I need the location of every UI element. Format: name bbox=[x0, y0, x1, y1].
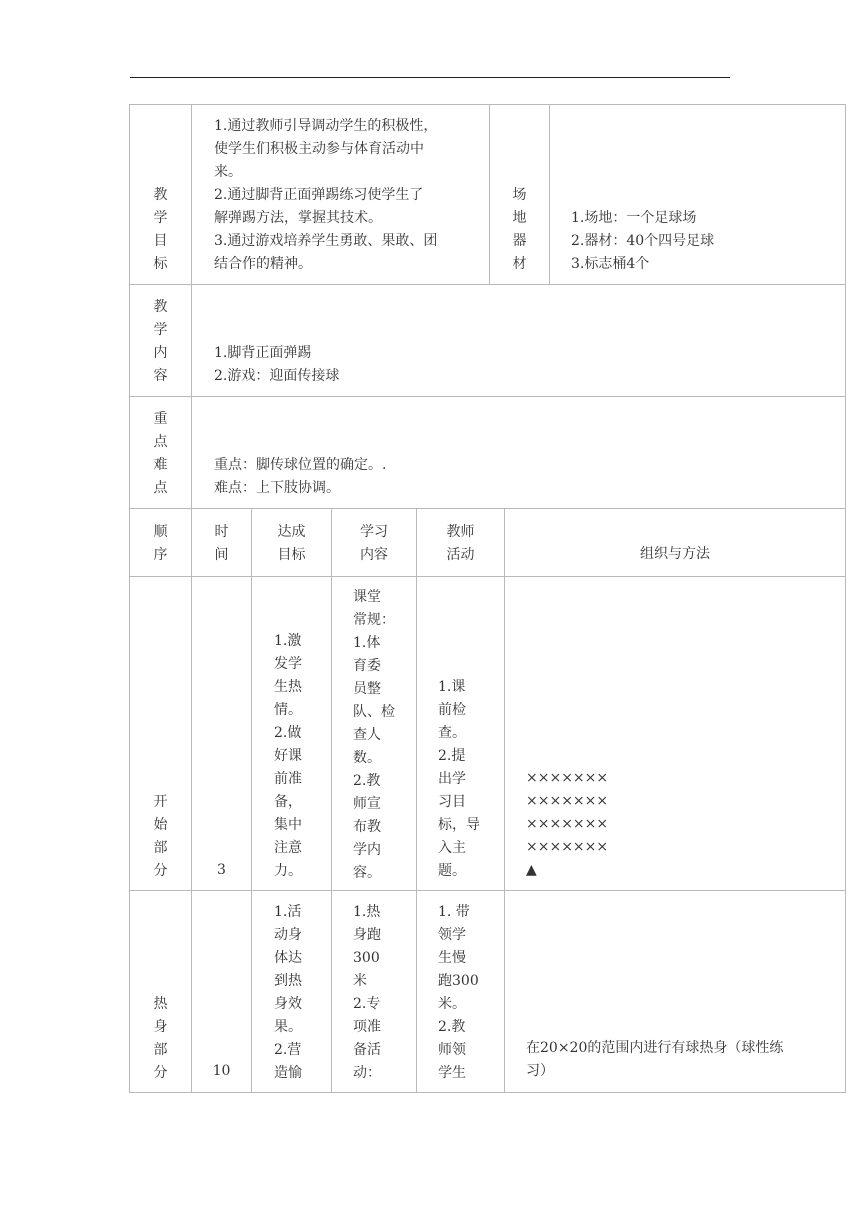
header-order bbox=[130, 521, 191, 567]
teacher-marker-icon: ▲ bbox=[526, 862, 537, 878]
header-goal-line: 达成 bbox=[277, 524, 306, 540]
objective-line: 3.通过游戏培养学生勇敢、果敢、团 bbox=[214, 233, 438, 249]
teacher-line: 学生 bbox=[438, 1065, 466, 1081]
time-warmup: 10 bbox=[212, 1063, 231, 1079]
study-line: 身跑 bbox=[353, 927, 381, 943]
study-line: 动： bbox=[353, 1065, 381, 1081]
schedule-table bbox=[129, 508, 846, 1093]
teacher-line: 1.课 bbox=[438, 679, 466, 695]
study-line: 布教 bbox=[353, 819, 381, 835]
phase-start-char: 开 bbox=[153, 794, 168, 810]
goal-line: 备， bbox=[274, 794, 302, 810]
goal-line: 好课 bbox=[274, 748, 302, 764]
keypoints-label-char-2: 点 bbox=[153, 434, 168, 450]
goal-line: 1.激 bbox=[274, 633, 302, 649]
col-study bbox=[331, 509, 416, 1092]
objectives-text bbox=[214, 115, 489, 276]
method-line: 习） bbox=[526, 1063, 554, 1079]
objective-line: 解弹踢方法，掌握其技术。 bbox=[214, 210, 382, 226]
header-time bbox=[192, 521, 251, 567]
venue-line: 3.标志桶4个 bbox=[571, 256, 650, 272]
study-line: 师宣 bbox=[353, 796, 381, 812]
goal-start bbox=[274, 630, 302, 883]
objectives-block bbox=[129, 104, 846, 285]
goal-line: 到热 bbox=[274, 973, 302, 989]
teacher-line: 领学 bbox=[438, 927, 466, 943]
content-label-char-1: 教 bbox=[153, 299, 168, 315]
content-label-char-4: 容 bbox=[153, 368, 168, 384]
study-line: 2.教 bbox=[353, 773, 381, 789]
content-label bbox=[130, 296, 191, 388]
study-line: 1.热 bbox=[353, 904, 381, 920]
venue-label-char-4: 材 bbox=[512, 256, 527, 272]
study-line: 1.体 bbox=[353, 635, 381, 651]
teacher-line: 标，导 bbox=[438, 817, 480, 833]
formation-row: ××××××× bbox=[526, 770, 609, 786]
goal-line: 身效 bbox=[274, 996, 302, 1012]
col-teacher bbox=[416, 509, 504, 1092]
keypoints-label-char-4: 点 bbox=[153, 480, 168, 496]
method-line: 在20×20的范围内进行有球热身（球性练 bbox=[526, 1040, 784, 1056]
study-line: 容。 bbox=[353, 865, 381, 881]
header-time-line: 间 bbox=[214, 547, 229, 563]
keypoints-text bbox=[214, 454, 845, 500]
objectives-label-char-3: 目 bbox=[153, 233, 168, 249]
keypoint-line: 重点：脚传球位置的确定。. bbox=[214, 457, 387, 473]
phase-start bbox=[130, 791, 191, 883]
goal-line: 造愉 bbox=[274, 1065, 302, 1081]
venue-label-char-1: 场 bbox=[512, 187, 527, 203]
formation-row: ××××××× bbox=[526, 793, 609, 809]
teacher-line: 米。 bbox=[438, 996, 466, 1012]
phase-warmup-char: 热 bbox=[153, 996, 168, 1012]
venue-line: 1.场地：一个足球场 bbox=[571, 210, 697, 226]
venue-label-char-3: 器 bbox=[512, 233, 527, 249]
header-order-line: 序 bbox=[153, 547, 168, 563]
objective-line: 结合作的精神。 bbox=[214, 256, 312, 272]
teacher-line: 生慢 bbox=[438, 950, 466, 966]
phase-start-char: 部 bbox=[153, 840, 168, 856]
formation-row: ××××××× bbox=[526, 816, 609, 832]
header-rule bbox=[130, 77, 730, 78]
goal-line: 2.营 bbox=[274, 1042, 302, 1058]
venue-label bbox=[490, 184, 549, 276]
teacher-line: 2.提 bbox=[438, 748, 466, 764]
study-line: 育委 bbox=[353, 658, 381, 674]
venue-label-cell bbox=[489, 105, 549, 284]
study-line: 项准 bbox=[353, 1019, 381, 1035]
header-study bbox=[332, 521, 416, 567]
time-start: 3 bbox=[217, 862, 226, 878]
header-study-line: 学习 bbox=[360, 524, 388, 540]
study-line: 课堂 bbox=[353, 589, 381, 605]
goal-line: 动身 bbox=[274, 927, 302, 943]
keypoints-block bbox=[129, 396, 846, 509]
study-line: 学内 bbox=[353, 842, 381, 858]
goal-line: 情。 bbox=[274, 702, 302, 718]
study-line: 查人 bbox=[353, 727, 381, 743]
phase-warmup-char: 分 bbox=[153, 1065, 168, 1081]
goal-warmup bbox=[274, 901, 302, 1085]
phase-warmup-char: 部 bbox=[153, 1042, 168, 1058]
keypoints-label-cell bbox=[130, 397, 191, 508]
header-method: 组织与方法 bbox=[640, 546, 710, 562]
teacher-line: 习目 bbox=[438, 794, 466, 810]
objectives-label-char-4: 标 bbox=[153, 256, 168, 272]
teacher-warmup bbox=[438, 901, 479, 1085]
objectives-text-cell bbox=[191, 105, 489, 284]
goal-line: 前准 bbox=[274, 771, 302, 787]
venue-label-char-2: 地 bbox=[512, 210, 527, 226]
objectives-label-char-1: 教 bbox=[153, 187, 168, 203]
content-line: 1.脚背正面弹踢 bbox=[214, 345, 312, 361]
header-goal-line: 目标 bbox=[277, 547, 306, 563]
content-label-char-2: 学 bbox=[153, 322, 168, 338]
keypoint-line: 难点：上下肢协调。 bbox=[214, 480, 340, 496]
col-goal bbox=[251, 509, 331, 1092]
goal-line: 1.活 bbox=[274, 904, 302, 920]
content-text bbox=[214, 342, 845, 388]
keypoints-label-char-3: 难 bbox=[153, 457, 168, 473]
venue-text bbox=[571, 207, 845, 276]
phase-warmup bbox=[130, 993, 191, 1085]
teacher-start bbox=[438, 676, 480, 883]
study-warmup bbox=[353, 901, 381, 1085]
teacher-line: 出学 bbox=[438, 771, 466, 787]
col-time bbox=[191, 509, 251, 1092]
study-line: 队、检 bbox=[353, 704, 395, 720]
formation-row: ××××××× bbox=[526, 839, 609, 855]
teacher-line: 题。 bbox=[438, 863, 466, 879]
objective-line: 2.通过脚背正面弹踢练习使学生了 bbox=[214, 187, 424, 203]
teacher-line: 1. 带 bbox=[438, 904, 470, 920]
study-line: 2.专 bbox=[353, 996, 381, 1012]
goal-line: 力。 bbox=[274, 863, 302, 879]
keypoints-label-char-1: 重 bbox=[153, 411, 168, 427]
col-order bbox=[130, 509, 191, 1092]
content-block bbox=[129, 284, 846, 397]
keypoints-text-cell bbox=[191, 397, 845, 508]
header-order-line: 顺 bbox=[153, 524, 168, 540]
study-line: 米 bbox=[353, 973, 367, 989]
phase-start-char: 分 bbox=[153, 863, 168, 879]
content-line: 2.游戏：迎面传接球 bbox=[214, 368, 340, 384]
header-teacher-line: 活动 bbox=[446, 547, 475, 563]
teacher-line: 入主 bbox=[438, 840, 466, 856]
goal-line: 注意 bbox=[274, 840, 302, 856]
objective-line: 来。 bbox=[214, 164, 242, 180]
goal-line: 生热 bbox=[274, 679, 302, 695]
goal-line: 集中 bbox=[274, 817, 302, 833]
study-line: 常规： bbox=[353, 612, 395, 628]
objective-line: 1.通过教师引导调动学生的积极性， bbox=[214, 118, 438, 134]
study-start bbox=[353, 586, 395, 885]
teacher-line: 2.教 bbox=[438, 1019, 466, 1035]
method-warmup bbox=[526, 1037, 783, 1083]
objective-line: 使学生们积极主动参与体育活动中 bbox=[214, 141, 424, 157]
goal-line: 发学 bbox=[274, 656, 302, 672]
goal-line: 果。 bbox=[274, 1019, 302, 1035]
content-label-cell bbox=[130, 285, 191, 396]
objectives-label-cell bbox=[130, 105, 191, 284]
header-goal bbox=[252, 521, 331, 567]
goal-line: 体达 bbox=[274, 950, 302, 966]
keypoints-label bbox=[130, 408, 191, 500]
venue-line: 2.器材：40个四号足球 bbox=[571, 233, 715, 249]
teacher-line: 查。 bbox=[438, 725, 466, 741]
header-teacher bbox=[417, 521, 504, 567]
header-time-line: 时 bbox=[214, 524, 229, 540]
teacher-line: 跑300 bbox=[438, 973, 479, 989]
content-text-cell bbox=[191, 285, 845, 396]
study-line: 备活 bbox=[353, 1042, 381, 1058]
phase-warmup-char: 身 bbox=[153, 1019, 168, 1035]
objectives-label-char-2: 学 bbox=[153, 210, 168, 226]
phase-start-char: 始 bbox=[153, 817, 168, 833]
study-line: 300 bbox=[353, 950, 380, 966]
venue-text-cell bbox=[549, 105, 845, 284]
header-study-line: 内容 bbox=[360, 547, 388, 563]
content-label-char-3: 内 bbox=[153, 345, 168, 361]
method-start bbox=[526, 767, 608, 882]
objectives-label bbox=[130, 184, 191, 276]
teacher-line: 前检 bbox=[438, 702, 466, 718]
study-line: 员整 bbox=[353, 681, 381, 697]
goal-line: 2.做 bbox=[274, 725, 302, 741]
header-teacher-line: 教师 bbox=[446, 524, 475, 540]
teacher-line: 师领 bbox=[438, 1042, 466, 1058]
col-method bbox=[504, 509, 845, 1092]
study-line: 数。 bbox=[353, 750, 381, 766]
